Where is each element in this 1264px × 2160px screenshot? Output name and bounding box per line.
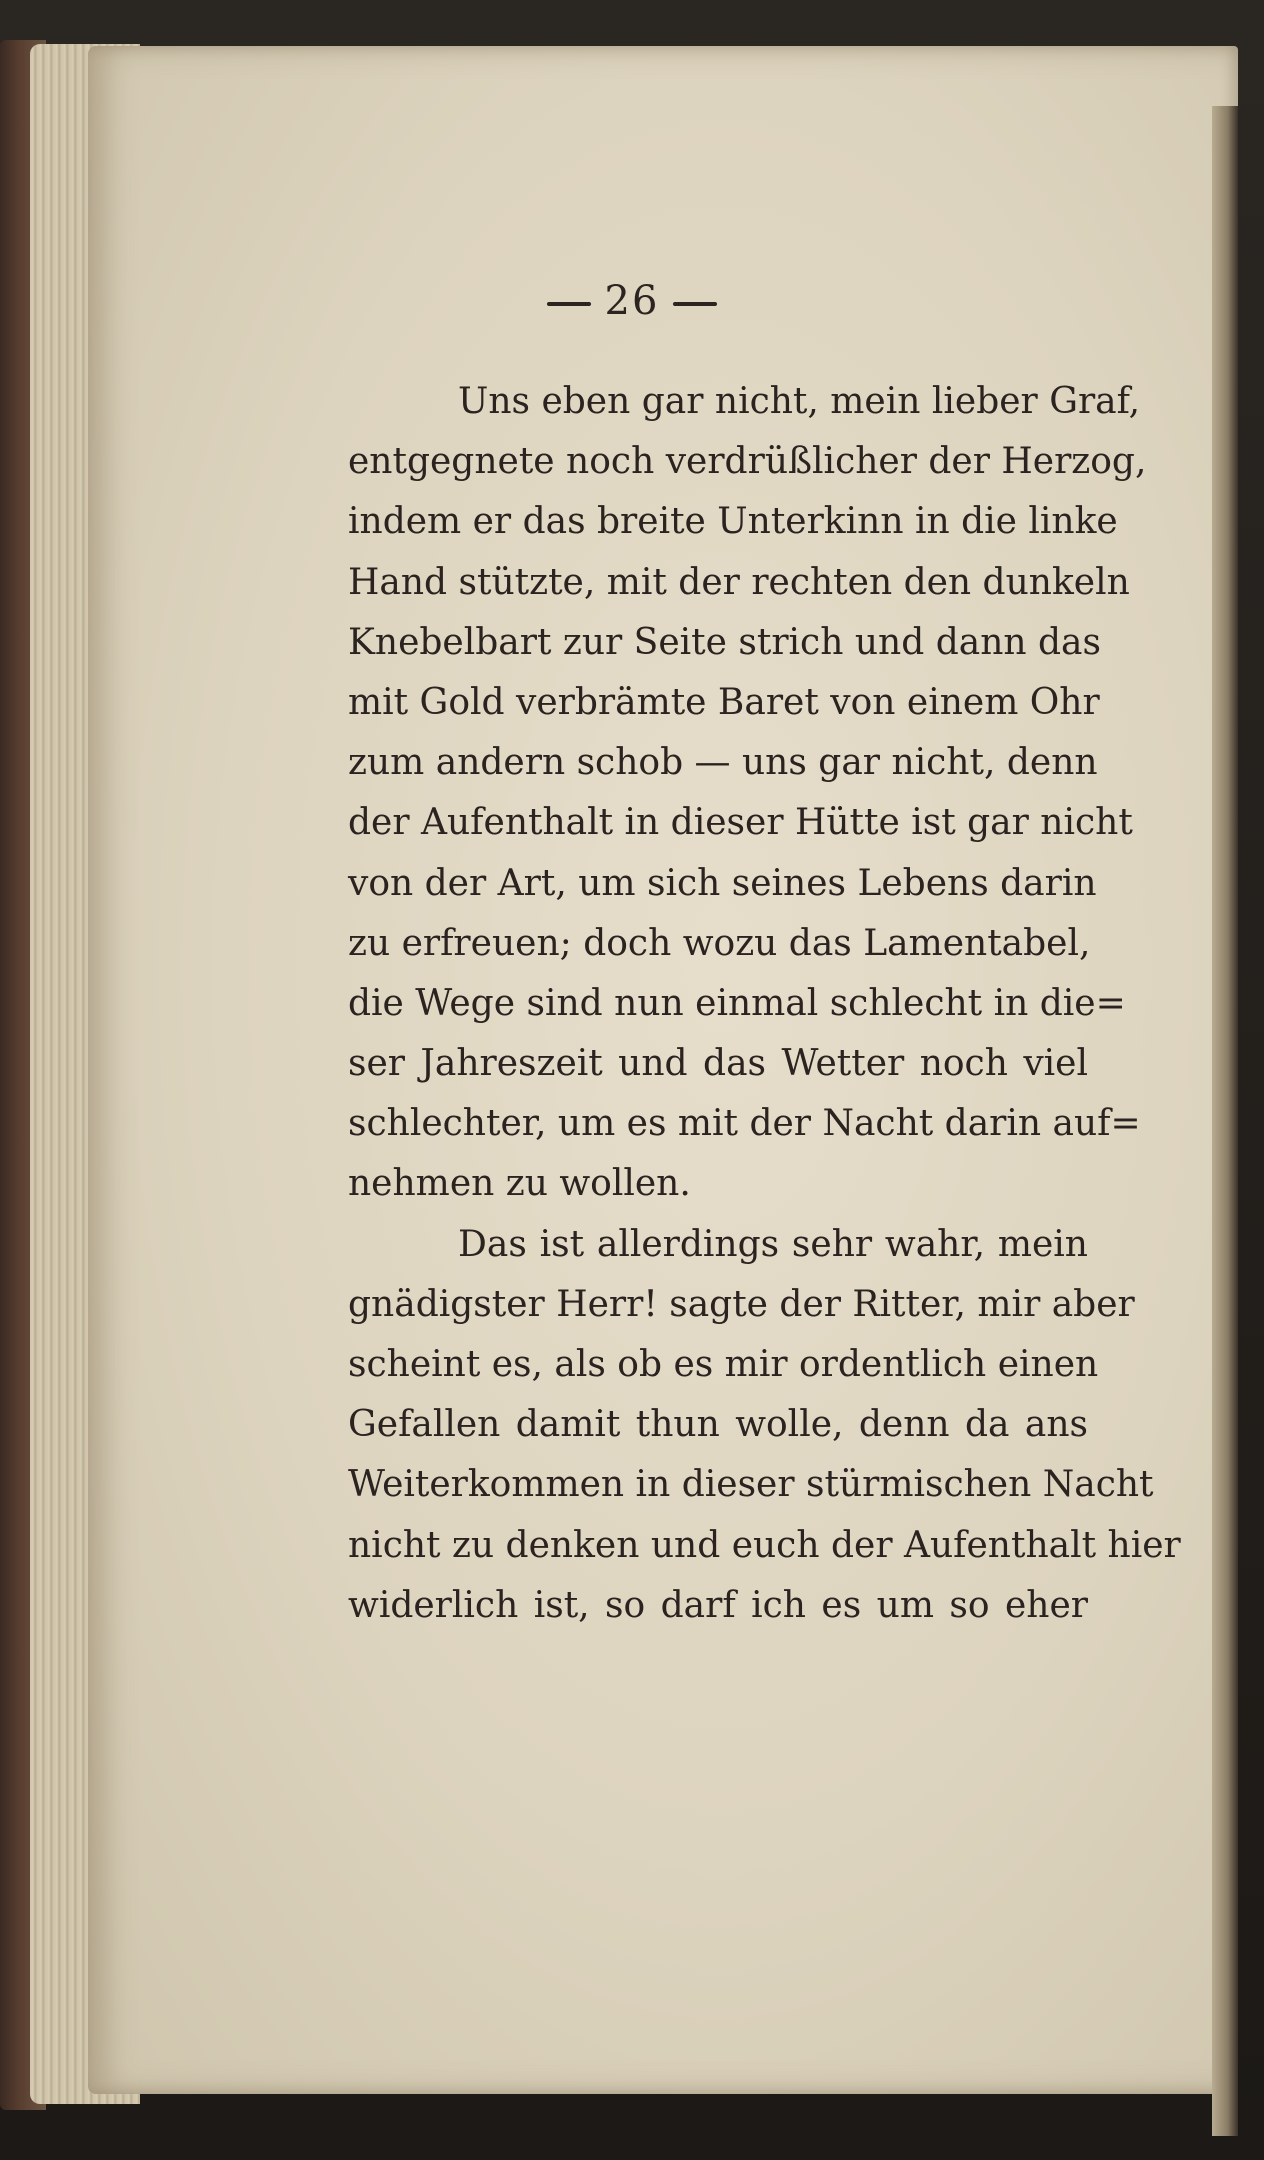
text-line: nicht zu denken und euch der Aufenthalt hier [348,1524,1181,1566]
text-line: Weiterkommen in dieser stürmischen Nacht [348,1464,1154,1506]
text-line: gnädigster Herr! sagte der Ritter, mir aber [348,1283,1135,1325]
text-line: von der Art, um sich seines Lebens darin [348,862,1097,904]
text-line: schlechter, um es mit der Nacht darin auf= [348,1103,1141,1145]
text-line: zum andern schob — uns gar nicht, denn [348,742,1098,784]
body-text [348,372,1181,1636]
text-line: scheint es, als ob es mir ordentlich einen [348,1344,1099,1385]
text-line: nehmen zu wollen. [348,1163,691,1205]
text-line: Uns eben gar nicht, mein lieber Graf, [458,381,1141,422]
text-line: ser Jahreszeit und das Wetter noch viel [348,1043,1088,1085]
text-line: widerlich ist, so darf ich es um so eher [348,1584,1088,1626]
text-line: Knebelbart zur Seite strich und dann das [348,621,1101,663]
text-line: mit Gold verbrämte Baret von einem Ohr [348,681,1100,723]
paragraph-1 [348,372,1147,1215]
page-number [0,278,1264,324]
page-right-edge [1212,106,1238,2136]
page-number-value: 26 [604,278,660,324]
text-line: entgegnete noch verdrüßlicher der Herzog, [348,441,1147,483]
text-line: indem er das breite Unterkinn in die linke [348,501,1118,543]
text-line: der Aufenthalt in dieser Hütte ist gar nicht [348,802,1133,844]
page-number-dash-right [673,302,717,306]
text-line: Hand stützte, mit der rechten den dunkeln [348,561,1130,603]
text-line: Das ist allerdings sehr wahr, mein [458,1223,1088,1265]
page-number-dash-left [547,302,591,306]
text-line: die Wege sind nun einmal schlecht in die= [348,982,1126,1024]
text-line: zu erfreuen; doch wozu das Lamentabel, [348,922,1091,964]
paragraph-2 [348,1215,1181,1636]
text-line: Gefallen damit thun wolle, denn da ans [348,1404,1088,1446]
